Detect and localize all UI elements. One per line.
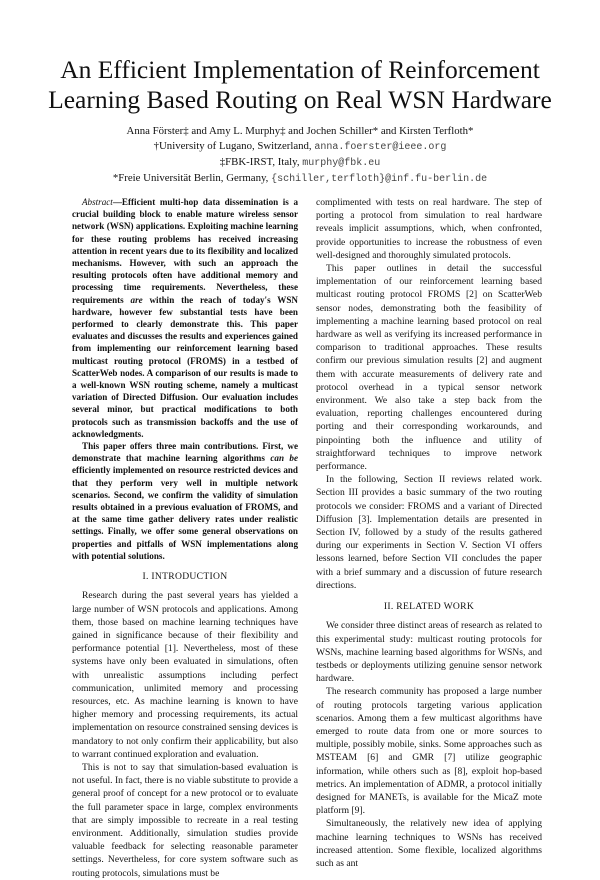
affiliation-lugano-text: †University of Lugano, Switzerland, <box>153 140 315 152</box>
related-paragraph-1: We consider three distinct areas of research as related to this experimental study: multicast routing protocols for WSNs, machine learning based algorithms for WSNs, and testbeds or deployments utilizing genuine sensor network hardware. <box>316 620 542 685</box>
abstract-emphasis-are: are <box>130 294 143 305</box>
affiliation-berlin <box>40 171 560 187</box>
related-paragraph-2: The research community has proposed a large number of routing protocols targeting various application scenarios. Among them a few multicast algorithms have emerged to route data from one or more sources to multiple, possibly mobile, sinks. Some approaches such as MSTEAM [6] and GMR [7] utilize geographic information, while others such as [8], exploit hop-based metrics. An implementation of ADMR, a protocol initially designed for MANETs, is available for the MicaZ mote platform [9]. <box>316 686 542 817</box>
intro-paragraph-2: This is not to say that simulation-based evaluation is not useful. In fact, there is no viable substitute to provide a general proof of concept for a new protocol or to evaluate the full parameter space in large, complex environments that are simply impossible to recreate in a real testing environment. Additionally, simulation studies provide valuable feedback for selecting reasonable parameter settings. Nevertheless, for core system software such as routing protocols, simulations must be <box>72 761 298 879</box>
affiliation-lugano <box>40 139 560 155</box>
abstract-text-1b: within the reach of today's WSN hardware, however few substantial tests have been performed to clearly demonstrate this. This paper evaluates and discusses the results and experiences gained from implementing our reinforcement learning based multicast routing protocol (FROMS) in a testbed of ScatterWeb nodes. A comparison of our results is made to a well-known WSN routing scheme, namely a multicast variation of Directed Diffusion. Our evaluation includes several minor, but practical modifications to both protocols such as transmission backoffs and the use of acknowledgments. <box>72 294 299 439</box>
abstract-text-2b: efficiently implemented on resource restricted devices and that they perform very well in multiple network scenarios. Second, we confirm the validity of simulation results obtained in a previous evaluation of FROMS, and at the same time gather delivery rates under realistic settings. Finally, we offer some general observations on properties and pitfalls of WSN implementations along with potential solutions. <box>72 465 298 561</box>
abstract-paragraph-1 <box>72 196 298 440</box>
intro-paragraph-4: This paper outlines in detail the successful implementation of our reinforcement learning based multicast routing protocol FROMS [2] on ScatterWeb sensor nodes, demonstrating both the feasibility of implementing a machine learning based protocol on real hardware as well as verifying its increased performance in comparison to traditional approaches. These results confirm our previous simulation results [2] and augment them with accurate measurements of delivery rate and protocol overhead in a typical sensor network environment. We also take a step back from the evaluation, reporting challenges encountered during porting and their corresponding workarounds, and pinpointing both the influence and utility of straightforward techniques to improve network performance. <box>316 263 542 473</box>
section-heading-related-work: II. RELATED WORK <box>383 601 475 613</box>
abstract-emphasis-can: can be <box>270 453 299 464</box>
author-block <box>40 124 560 187</box>
abstract-paragraph-2 <box>72 440 298 562</box>
affiliation-fbk <box>40 155 560 171</box>
intro-paragraph-3: complimented with tests on real hardware. The step of porting a protocol from simulation to real hardware reveals implicit assumptions, which, when confronted, provide opportunities to increase the robustness of even well-designed and thoroughly simulated protocols. <box>316 197 542 261</box>
section-heading-introduction: I. INTRODUCTION <box>142 571 228 583</box>
email-murphy: murphy@fbk.eu <box>302 158 381 169</box>
left-column <box>72 196 298 880</box>
abstract-label: Abstract <box>82 197 113 207</box>
paper-title <box>40 55 560 115</box>
affiliation-berlin-text: *Freie Universität Berlin, Germany, <box>112 172 272 184</box>
right-column <box>316 196 542 870</box>
intro-paragraph-1: Research during the past several years has yielded a large number of WSN protocols and applications. Among them, those based on machine learning techniques have gained in significance because of their flexibility and performance potential [1]. Nevertheless, most of these systems have only been evaluated in simulations, often with unrealistic assumptions including perfect communication, unlimited memory and processing resources, etc. As machine learning is known to have higher memory and processing requirements, its actual implementation on resource constrained sensing devices is mandatory to not only confirm their applicability, but also to warrant continued exploration and evaluation. <box>72 590 298 760</box>
abstract-text-2a: This paper offers three main contributions. First, we demonstrate that machine learning algorithms <box>72 441 298 464</box>
title-line-1: An Efficient Implementation of Reinforcement <box>60 55 540 84</box>
intro-paragraph-5: In the following, Section II reviews related work. Section III provides a basic summary of the two routing protocols we consider: FROMS and a variant of Directed Diffusion [3]. Implementation details are presented in Section IV, followed by a study of the results gathered during our experiments in Section V. Section VI offers lessons learned, before Section VII concludes the paper with a brief summary and a discussion of future research directions. <box>316 474 542 591</box>
related-paragraph-3: Simultaneously, the relatively new idea of applying machine learning techniques to WSNs has received increased attention. Some flexible, localized algorithms such as ant <box>316 818 542 869</box>
email-foerster: anna.foerster@ieee.org <box>314 142 447 153</box>
abstract-text-1a: —Efficient multi-hop data dissemination is a crucial building block to enable mature wireless sensor network (WSN) applications. Exploiting machine learning for these routing problems has received increasing attention in recent years due to its flexibility and localized mechanisms. However, with such an approach the resulting protocols often have additional memory and processing time requirements. Nevertheless, these requirements <box>72 197 298 305</box>
email-berlin: {schiller,terfloth}@inf.fu-berlin.de <box>271 174 488 185</box>
affiliation-fbk-text: ‡FBK-IRST, Italy, <box>219 156 303 168</box>
title-line-2: Learning Based Routing on Real WSN Hardware <box>48 85 552 114</box>
author-names: Anna Förster‡ and Amy L. Murphy‡ and Jochen Schiller* and Kirsten Terfloth* <box>126 125 474 137</box>
